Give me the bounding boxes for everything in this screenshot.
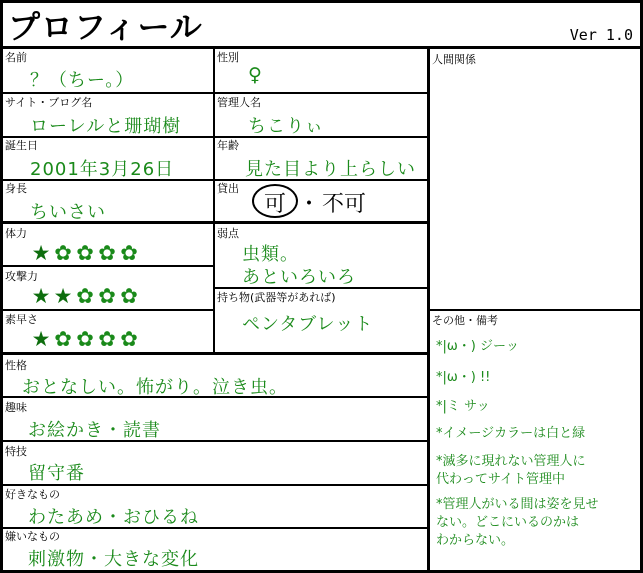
personality-label: 性格 — [5, 359, 27, 372]
weakness-line2: あといろいろ — [242, 267, 356, 288]
star-empty-icon: ✿ — [76, 327, 94, 351]
hobby-label: 趣味 — [5, 401, 27, 414]
star-filled-icon: ★ — [53, 284, 73, 308]
other-label: その他・備考 — [432, 314, 498, 327]
star-empty-icon: ✿ — [54, 241, 72, 265]
star-filled-icon: ★ — [31, 284, 51, 308]
items-label: 持ち物(武器等があれば) — [217, 291, 336, 304]
star-empty-icon: ✿ — [120, 327, 138, 351]
note-line: *|ω・) ジーッ — [436, 339, 519, 354]
lend-no: 不可 — [322, 192, 367, 217]
version-label: Ver 1.0 — [569, 26, 633, 44]
stamina-label: 体力 — [5, 227, 27, 240]
note-line: *|ω・) !! — [436, 370, 491, 385]
note-line: *イメージカラーは白と緑 — [436, 426, 586, 441]
star-empty-icon: ✿ — [76, 241, 94, 265]
admin-value: ちこりぃ — [248, 116, 324, 137]
dislikes-label: 嫌いなもの — [5, 530, 60, 543]
speed-label: 素早さ — [5, 313, 38, 326]
star-filled-icon: ★ — [31, 327, 51, 351]
note-line: *管理人がいる間は姿を見せ — [436, 497, 599, 512]
gender-label: 性別 — [217, 51, 239, 64]
star-empty-icon: ✿ — [98, 241, 116, 265]
lend-separator: ・ — [298, 192, 321, 217]
likes-value: わたあめ・おひるね — [28, 507, 199, 528]
speed-stars — [30, 328, 140, 350]
star-empty-icon: ✿ — [120, 241, 138, 265]
star-empty-icon: ✿ — [98, 327, 116, 351]
birthday-label: 誕生日 — [5, 139, 38, 152]
attack-label: 攻撃力 — [5, 270, 38, 283]
star-empty-icon: ✿ — [120, 284, 138, 308]
star-empty-icon: ✿ — [54, 327, 72, 351]
weakness-label: 弱点 — [217, 227, 239, 240]
page-title: プロフィール — [8, 8, 203, 46]
age-value: 見た目より上らしい — [245, 159, 416, 180]
star-empty-icon: ✿ — [98, 284, 116, 308]
star-empty-icon: ✿ — [76, 284, 94, 308]
relations-label: 人間関係 — [432, 53, 476, 66]
row-divider — [0, 92, 429, 94]
weakness-line1: 虫類。 — [242, 244, 299, 265]
items-value: ペンタブレット — [242, 314, 374, 335]
skill-value: 留守番 — [28, 463, 85, 484]
dislikes-value: 刺激物・大きな変化 — [28, 549, 199, 570]
row-divider — [428, 309, 643, 311]
note-line: わからない。 — [436, 533, 515, 548]
age-label: 年齢 — [217, 139, 239, 152]
birthday-value: 2001年3月26日 — [30, 159, 175, 180]
gender-value: ♀ — [248, 64, 263, 86]
note-line: ない。どこにいるのかは — [436, 515, 580, 530]
name-label: 名前 — [5, 51, 27, 64]
row-divider — [0, 309, 214, 311]
lend-yes: 可 — [264, 192, 287, 217]
attack-stars — [30, 285, 140, 307]
name-value: ？（ちー。） — [30, 70, 135, 91]
height-value: ちいさい — [30, 202, 106, 223]
header-divider — [0, 46, 643, 49]
note-line: 代わってサイト管理中 — [436, 472, 565, 487]
site-label: サイト・ブログ名 — [5, 96, 93, 109]
likes-label: 好きなもの — [5, 488, 60, 501]
row-divider — [0, 352, 429, 355]
note-line: *滅多に現れない管理人に — [436, 454, 586, 469]
site-value: ローレルと珊瑚樹 — [30, 116, 182, 137]
lend-label: 貸出 — [217, 182, 239, 195]
star-filled-icon: ★ — [31, 241, 51, 265]
stamina-stars — [30, 242, 140, 264]
skill-label: 特技 — [5, 445, 27, 458]
row-divider — [0, 265, 214, 267]
height-label: 身長 — [5, 182, 27, 195]
note-line: *|ミ サッ — [436, 399, 490, 414]
hobby-value: お絵かき・読書 — [28, 420, 161, 441]
admin-label: 管理人名 — [217, 96, 261, 109]
personality-value: おとなしい。怖がり。泣き虫。 — [22, 377, 288, 398]
